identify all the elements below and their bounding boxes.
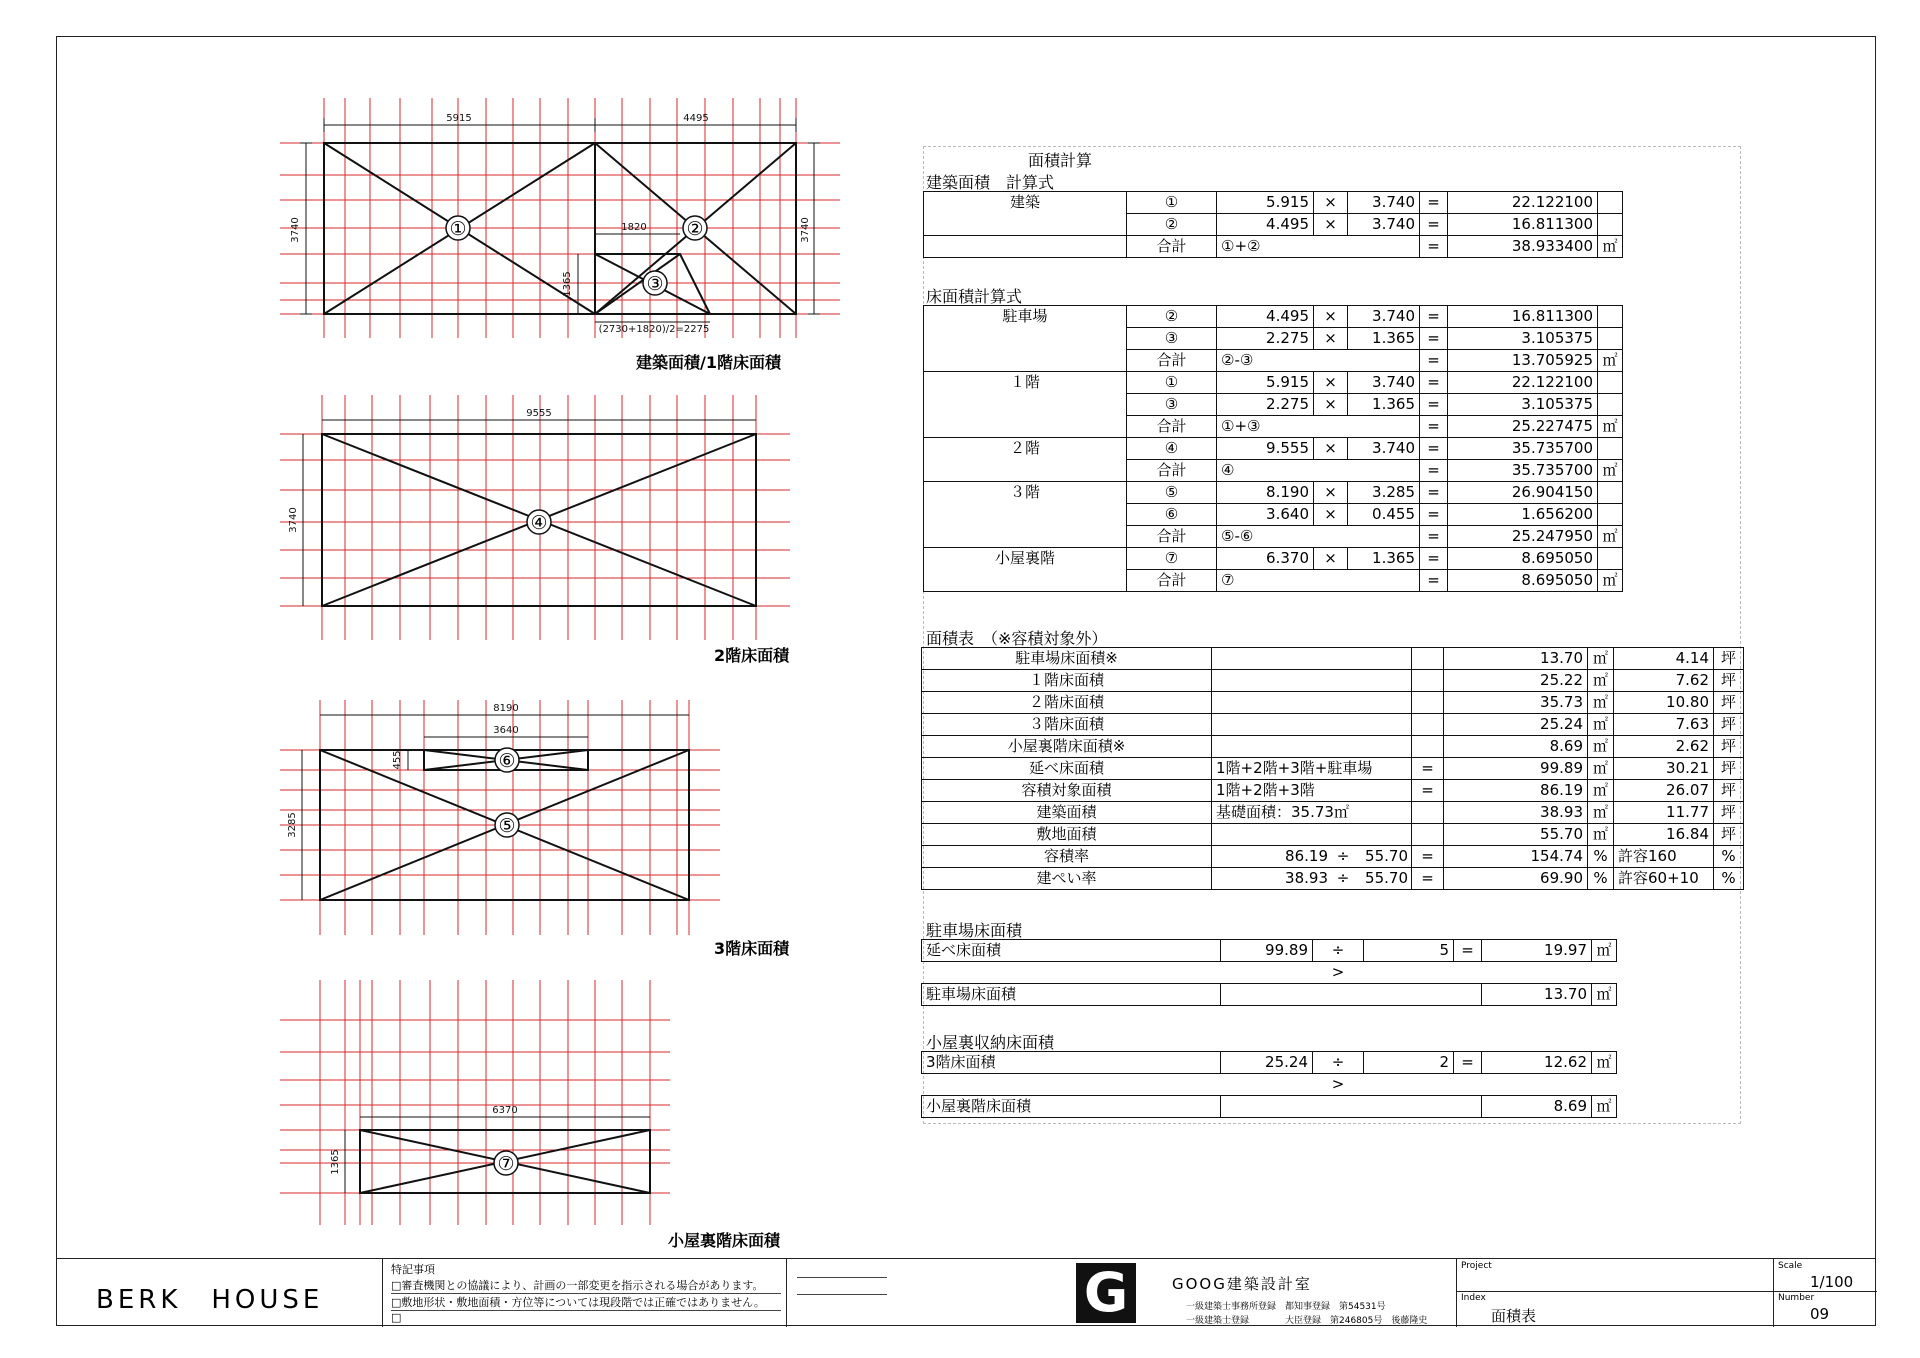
scale-number-cell	[1773, 1259, 1876, 1327]
cell-text: 30.21	[1614, 758, 1714, 780]
cell-text: =	[1420, 394, 1448, 416]
dim-3640: 3640	[493, 725, 519, 736]
notes-cell	[382, 1259, 786, 1327]
caption-3f: 3階床面積	[714, 939, 790, 958]
cell-text: ×	[1314, 394, 1348, 416]
cell-text: 26.904150	[1448, 482, 1598, 504]
cell-text: ×	[1314, 372, 1348, 394]
cell-text: 1階+2階+3階+駐車場	[1212, 758, 1412, 780]
cell-text: ÷	[1313, 1052, 1364, 1074]
cell-text: 35.73	[1444, 692, 1588, 714]
parking-table	[921, 939, 1617, 1006]
cell-text: =	[1412, 868, 1444, 890]
cell-text: 22.122100	[1448, 192, 1598, 214]
cell-text: 坪	[1714, 824, 1744, 846]
dim-2275: (2730+1820)/2=2275	[598, 324, 710, 335]
cell-text: 坪	[1714, 648, 1744, 670]
cell-text	[1412, 648, 1444, 670]
floor-label: ２階	[924, 438, 1127, 482]
cell-text: 8.190	[1217, 482, 1314, 504]
cell-text: 1階+2階+3階	[1212, 780, 1412, 802]
cell-text: =	[1420, 328, 1448, 350]
plan1-label-3: ③	[646, 273, 664, 295]
cell-text: ⑦	[1127, 548, 1217, 570]
cell-text: ÷	[1336, 869, 1350, 887]
number-label: Number	[1778, 1293, 1815, 1303]
attic-table	[921, 1051, 1617, 1118]
cell-text	[1412, 802, 1444, 824]
plan3-label-6: ⑥	[498, 750, 516, 772]
cell-text: 25.227475	[1448, 416, 1598, 438]
floor-label: 小屋裏階	[924, 548, 1127, 592]
cell-text: 3.740	[1348, 438, 1420, 460]
dim-1365: 1365	[562, 271, 573, 297]
cell-text: 3.105375	[1448, 328, 1598, 350]
cell-text: 69.90	[1444, 868, 1588, 890]
office-logo: G	[1076, 1263, 1136, 1323]
cell-text: 合計	[1127, 460, 1217, 482]
attic-header: 小屋裏収納床面積	[926, 1033, 1055, 1052]
cell-text: =	[1412, 846, 1444, 868]
cell-text	[1412, 714, 1444, 736]
dim-3285: 3285	[287, 812, 298, 838]
cell-text: 4.495	[1217, 306, 1314, 328]
cell-text: ①+②	[1217, 236, 1420, 258]
cell-text: 3.740	[1348, 372, 1420, 394]
cell-text: 2	[1364, 1052, 1454, 1074]
cell-text: 駐車場床面積※	[922, 648, 1212, 670]
cell-text: ㎡	[1592, 984, 1617, 1006]
cell-text: 坪	[1714, 714, 1744, 736]
cell-text: 0.455	[1348, 504, 1420, 526]
cell-text: 19.97	[1482, 940, 1592, 962]
floor-area-table	[923, 305, 1623, 592]
blank-cell	[786, 1259, 1126, 1327]
cell-text: 55.70	[1365, 847, 1408, 865]
cell-text: ②	[1127, 306, 1217, 328]
cell-text: ②	[1127, 214, 1217, 236]
cell-text: ㎡	[1588, 802, 1614, 824]
plan3-label-5: ⑤	[498, 815, 516, 837]
cell-text: ㎡	[1588, 736, 1614, 758]
cell-text: ２階床面積	[922, 692, 1212, 714]
cell-text: 3.740	[1348, 192, 1420, 214]
area-row	[922, 802, 1744, 824]
cell-text: 3.105375	[1448, 394, 1598, 416]
cell-text: １階床面積	[922, 670, 1212, 692]
parking-header: 駐車場床面積	[926, 921, 1023, 940]
cell-text: 合計	[1127, 570, 1217, 592]
cell-text: 駐車場床面積	[922, 984, 1221, 1006]
cell-text	[1412, 824, 1444, 846]
notes-title: 特記事項	[391, 1263, 435, 1276]
cell-text: ①+③	[1217, 416, 1420, 438]
cell-text: 4.14	[1614, 648, 1714, 670]
cell-text: 154.74	[1444, 846, 1588, 868]
cell-text: 55.70	[1444, 824, 1588, 846]
calc-row	[924, 372, 1623, 394]
cell-text: 35.735700	[1448, 460, 1598, 482]
project-name: BERK HOUSE	[96, 1285, 324, 1315]
building-label: 建築	[924, 192, 1127, 236]
cell-text	[1412, 736, 1444, 758]
cell-text: 13.70	[1482, 984, 1592, 1006]
cell-text: 16.811300	[1448, 214, 1598, 236]
area-row	[922, 780, 1744, 802]
cell-text: 延べ床面積	[922, 758, 1212, 780]
cell-text: 合計	[1127, 526, 1217, 548]
cell-text: 25.24	[1444, 714, 1588, 736]
area-summary-table	[921, 647, 1744, 890]
cell-text: ㎡	[1598, 460, 1623, 482]
cell-text: ㎡	[1588, 648, 1614, 670]
cell-text: ㎡	[1588, 714, 1614, 736]
area-row	[922, 670, 1744, 692]
cell-text: 8.695050	[1448, 570, 1598, 592]
cell-text: 坪	[1714, 736, 1744, 758]
project-label: Project	[1461, 1261, 1492, 1271]
cell-text: ×	[1314, 548, 1348, 570]
cell-text: 延べ床面積	[922, 940, 1221, 962]
cell-text: ⑤-⑥	[1217, 526, 1420, 548]
cell-text: ⑦	[1217, 570, 1420, 592]
cell-text: 5	[1364, 940, 1454, 962]
cell-text: ㎡	[1592, 940, 1617, 962]
cell-text: ①	[1127, 192, 1217, 214]
cell-text	[1412, 670, 1444, 692]
cell-text: =	[1420, 460, 1448, 482]
cell-text: 9.555	[1217, 438, 1314, 460]
cell-text: =	[1420, 504, 1448, 526]
floor-header: 床面積計算式	[926, 287, 1023, 306]
cell-text: %	[1588, 846, 1614, 868]
cell-text: 合計	[1127, 236, 1217, 258]
cell-text: 26.07	[1614, 780, 1714, 802]
cell-text: 7.63	[1614, 714, 1714, 736]
cell-text: 建築面積	[922, 802, 1212, 824]
cell-text: 3.640	[1217, 504, 1314, 526]
office-reg-2: 一級建築士登録 大臣登録 第246805号 後藤隆史	[1186, 1316, 1428, 1326]
area-row	[922, 714, 1744, 736]
cell-text: 2.275	[1217, 328, 1314, 350]
cell-text: ×	[1314, 214, 1348, 236]
index-label: Index	[1461, 1293, 1486, 1303]
cell-text: 22.122100	[1448, 372, 1598, 394]
cell-text: =	[1420, 482, 1448, 504]
cell-text: ㎡	[1598, 570, 1623, 592]
cell-text: ×	[1314, 504, 1348, 526]
cell-text: 小屋裏階床面積	[922, 1096, 1221, 1118]
dim-6370: 6370	[492, 1105, 518, 1116]
scale-value: 1/100	[1810, 1273, 1854, 1291]
cell-text: ×	[1314, 306, 1348, 328]
cell-text: 55.70	[1365, 869, 1408, 887]
cell-text: 38.93	[1444, 802, 1588, 824]
dim-455: 455	[392, 750, 403, 770]
cell-text: ㎡	[1598, 416, 1623, 438]
cell-text: =	[1420, 214, 1448, 236]
cell-text: =	[1420, 350, 1448, 372]
calc-row	[924, 306, 1623, 328]
area-header: 面積表 （※容積対象外）	[926, 629, 1108, 648]
cell-text: 坪	[1714, 758, 1744, 780]
number-value: 09	[1810, 1305, 1830, 1323]
dim-4495: 4495	[683, 113, 709, 124]
cell-text: 12.62	[1482, 1052, 1592, 1074]
cell-text: 11.77	[1614, 802, 1714, 824]
cell-text: =	[1420, 236, 1448, 258]
cell-text: ㎡	[1592, 1052, 1617, 1074]
cell-text: >	[1331, 1075, 1345, 1093]
cell-text: 38.93	[1285, 869, 1328, 887]
cell-text: 8.69	[1482, 1096, 1592, 1118]
note-3: □	[391, 1311, 402, 1324]
office-name: GOOG建築設計室	[1172, 1275, 1312, 1293]
cell-text: 7.62	[1614, 670, 1714, 692]
cell-text: ×	[1314, 482, 1348, 504]
cell-text: 5.915	[1217, 192, 1314, 214]
cell-text: 25.247950	[1448, 526, 1598, 548]
cell-text: 1.656200	[1448, 504, 1598, 526]
calc-title: 面積計算	[1028, 151, 1093, 170]
cell-text: 25.24	[1221, 1052, 1313, 1074]
cell-text	[1212, 692, 1412, 714]
cell-text	[1212, 736, 1412, 758]
floor-label: 駐車場	[924, 306, 1127, 372]
floor-label: ３階	[924, 482, 1127, 548]
caption-2f: 2階床面積	[714, 646, 790, 665]
cell-text: 2.275	[1217, 394, 1314, 416]
cell-text: 許容160	[1614, 846, 1714, 868]
cell-text: 3.285	[1348, 482, 1420, 504]
cell-text: ④	[1217, 460, 1420, 482]
cell-text: 建ぺい率	[922, 868, 1212, 890]
plan2-label-4: ④	[530, 512, 548, 534]
area-row	[922, 692, 1744, 714]
cell-text: 坪	[1714, 692, 1744, 714]
ratio-row	[922, 846, 1744, 868]
cell-text: >	[1331, 963, 1345, 981]
cell-text: ㎡	[1588, 824, 1614, 846]
cell-text: =	[1420, 306, 1448, 328]
cell-text: 16.84	[1614, 824, 1714, 846]
area-row	[922, 648, 1744, 670]
scale-label: Scale	[1778, 1261, 1803, 1271]
cell-text: ㎡	[1588, 780, 1614, 802]
building-header: 建築面積 計算式	[926, 173, 1055, 192]
cell-text: 8.695050	[1448, 548, 1598, 570]
cell-text: 6.370	[1217, 548, 1314, 570]
cell-text: ⑤	[1127, 482, 1217, 504]
title-block	[56, 1258, 1876, 1327]
caption-building-1f: 建築面積/1階床面積	[636, 353, 781, 372]
plan1-label-1: ①	[449, 218, 467, 240]
cell-text: 99.89	[1444, 758, 1588, 780]
cell-text: 坪	[1714, 802, 1744, 824]
cell-text: 16.811300	[1448, 306, 1598, 328]
cell-text: 99.89	[1221, 940, 1313, 962]
cell-text: ⑥	[1127, 504, 1217, 526]
cell-text: =	[1420, 192, 1448, 214]
cell-text	[1212, 824, 1412, 846]
cell-text: ①	[1127, 372, 1217, 394]
cell-text: =	[1420, 548, 1448, 570]
cell-text: ㎡	[1598, 350, 1623, 372]
cell-text: 1.365	[1348, 548, 1420, 570]
cell-text: 坪	[1714, 670, 1744, 692]
cell-text: 1.365	[1348, 394, 1420, 416]
cell-text: ㎡	[1588, 670, 1614, 692]
cell-text: 小屋裏階床面積※	[922, 736, 1212, 758]
note-1: □審査機関との協議により、計画の一部変更を指示される場合があります。	[391, 1277, 781, 1294]
cell-text: 容積率	[922, 846, 1212, 868]
cell-text: 5.915	[1217, 372, 1314, 394]
cell-text: %	[1588, 868, 1614, 890]
cell-text: ㎡	[1592, 1096, 1617, 1118]
cell-text: ④	[1127, 438, 1217, 460]
cell-text: ㎡	[1588, 758, 1614, 780]
calc-row	[924, 548, 1623, 570]
area-row	[922, 736, 1744, 758]
dim-1820: 1820	[621, 222, 647, 233]
dim-5915: 5915	[446, 113, 472, 124]
cell-text: ÷	[1313, 940, 1364, 962]
area-row	[922, 758, 1744, 780]
cell-text: ３階床面積	[922, 714, 1212, 736]
cell-text: ㎡	[1588, 692, 1614, 714]
cell-text: ×	[1314, 192, 1348, 214]
cell-text: =	[1454, 940, 1482, 962]
dim-9555: 9555	[526, 408, 552, 419]
project-index-cell	[1456, 1259, 1773, 1327]
cell-text: 86.19	[1285, 847, 1328, 865]
cell-text: 13.705925	[1448, 350, 1598, 372]
cell-text: ÷	[1336, 847, 1350, 865]
note-2: □敷地形状・敷地面積・方位等については現段階では正確ではありません。	[391, 1294, 781, 1311]
cell-text: 2.62	[1614, 736, 1714, 758]
building-area-table	[923, 191, 1623, 258]
cell-text: =	[1412, 780, 1444, 802]
cell-text: =	[1420, 438, 1448, 460]
floor-label: １階	[924, 372, 1127, 438]
office-reg-1: 一級建築士事務所登録 都知事登録 第54531号	[1186, 1302, 1386, 1312]
cell-text: 8.69	[1444, 736, 1588, 758]
cell-text: ③	[1127, 394, 1217, 416]
cell-text: =	[1420, 372, 1448, 394]
cell-text: 1.365	[1348, 328, 1420, 350]
cell-text: 10.80	[1614, 692, 1714, 714]
area-row	[922, 824, 1744, 846]
cell-text: =	[1420, 570, 1448, 592]
cell-text: 3階床面積	[922, 1052, 1221, 1074]
cell-text: 許容60+10	[1614, 868, 1714, 890]
dim-3740-right: 3740	[800, 217, 811, 243]
cell-text: ③	[1127, 328, 1217, 350]
index-value: 面積表	[1491, 1307, 1537, 1325]
cell-text	[1212, 648, 1412, 670]
cell-text: 3.740	[1348, 214, 1420, 236]
cell-text: 坪	[1714, 780, 1744, 802]
cell-text: ×	[1314, 438, 1348, 460]
cell-text: 86.19	[1444, 780, 1588, 802]
dim-3740-left: 3740	[290, 217, 301, 243]
plan1-label-2: ②	[686, 218, 704, 240]
cell-text	[1212, 714, 1412, 736]
dim-1365-plan4: 1365	[330, 1149, 341, 1175]
cell-text: =	[1412, 758, 1444, 780]
caption-attic: 小屋裏階床面積	[668, 1231, 781, 1250]
cell-text	[1412, 692, 1444, 714]
plan4-label-7: ⑦	[497, 1153, 515, 1175]
cell-text: 3.740	[1348, 306, 1420, 328]
cell-text: 敷地面積	[922, 824, 1212, 846]
cell-text: 基礎面積：35.73㎡	[1212, 802, 1412, 824]
cell-text: =	[1420, 416, 1448, 438]
cell-text: 合計	[1127, 350, 1217, 372]
cell-text: ×	[1314, 328, 1348, 350]
cell-text: 25.22	[1444, 670, 1588, 692]
cell-text: ㎡	[1598, 236, 1623, 258]
cell-text: 35.735700	[1448, 438, 1598, 460]
cell-text: 38.933400	[1448, 236, 1598, 258]
dim-3740-plan2: 3740	[288, 507, 299, 533]
cell-text: 容積対象面積	[922, 780, 1212, 802]
calc-row	[924, 438, 1623, 460]
cell-text: 4.495	[1217, 214, 1314, 236]
cell-text	[1212, 670, 1412, 692]
cell-text: 合計	[1127, 416, 1217, 438]
cell-text: ②-③	[1217, 350, 1420, 372]
cell-text: =	[1420, 526, 1448, 548]
cell-text: =	[1454, 1052, 1482, 1074]
cell-text: %	[1714, 846, 1744, 868]
dim-8190: 8190	[493, 703, 519, 714]
ratio-row	[922, 868, 1744, 890]
cell-text: 13.70	[1444, 648, 1588, 670]
cell-text: ㎡	[1598, 526, 1623, 548]
calc-row	[924, 482, 1623, 504]
cell-text: %	[1714, 868, 1744, 890]
